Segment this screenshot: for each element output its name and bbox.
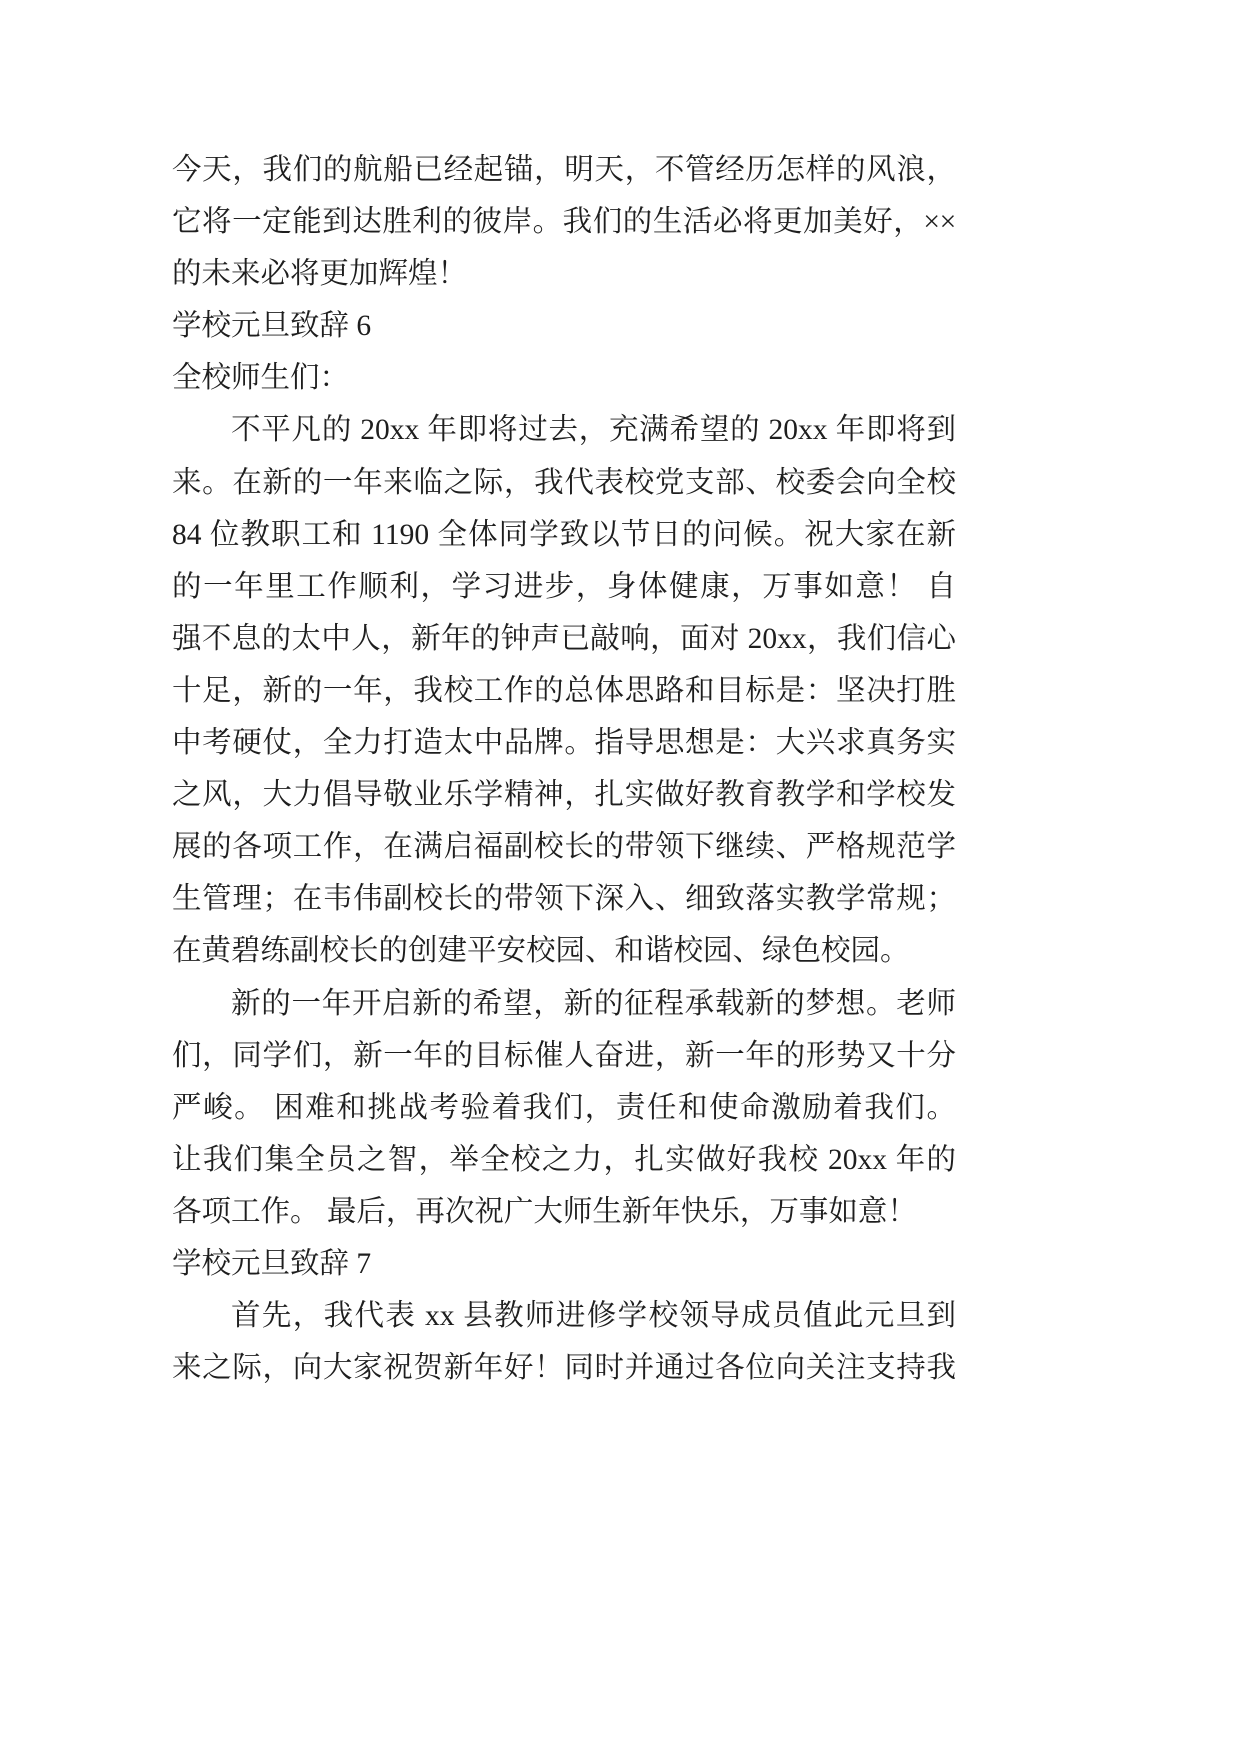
text-line: 它将一定能到达胜利的彼岸。我们的生活必将更加美好，×× <box>172 206 956 239</box>
section-heading: 学校元旦致辞 7 <box>172 1247 372 1280</box>
text-line: 强不息的太中人，新年的钟声已敲响，面对 20xx，我们信心 <box>172 622 956 655</box>
document-text-body <box>172 144 956 1394</box>
text-line: 来之际，向大家祝贺新年好！同时并通过各位向关注支持我 <box>172 1352 956 1385</box>
paragraph <box>172 978 956 1238</box>
text-line: 生管理；在韦伟副校长的带领下深入、细致落实教学常规； <box>172 883 956 916</box>
text-line: 不平凡的 20xx 年即将过去，充满希望的 20xx 年即将到 <box>231 414 956 447</box>
salutation: 全校师生们： <box>172 362 350 395</box>
text-line: 展的各项工作，在满启福副校长的带领下继续、严格规范学 <box>172 831 956 864</box>
text-line: 的未来必将更加辉煌！ <box>172 258 468 291</box>
text-line: 让我们集全员之智，举全校之力，扎实做好我校 20xx 年的 <box>172 1143 956 1176</box>
text-line: 首先，我代表 xx 县教师进修学校领导成员值此元旦到 <box>231 1300 956 1333</box>
paragraph <box>172 1290 956 1394</box>
text-line: 们，同学们，新一年的目标催人奋进，新一年的形势又十分 <box>172 1039 956 1072</box>
text-line: 的一年里工作顺利，学习进步，身体健康，万事如意！ 自 <box>172 570 956 603</box>
text-line: 今天，我们的航船已经起锚，明天，不管经历怎样的风浪， <box>172 154 956 186</box>
text-line: 中考硬仗，全力打造太中品牌。指导思想是：大兴求真务实 <box>172 727 956 760</box>
section-heading: 学校元旦致辞 6 <box>172 310 372 343</box>
text-line: 在黄碧练副校长的创建平安校园、和谐校园、绿色校园。 <box>172 935 910 968</box>
text-line: 之风，大力倡导敬业乐学精神，扎实做好教育教学和学校发 <box>172 779 956 812</box>
text-line: 84 位教职工和 1190 全体同学致以节日的问候。祝大家在新 <box>172 518 956 551</box>
paragraph <box>172 404 956 977</box>
text-line: 严峻。 困难和挑战考验着我们，责任和使命激励着我们。 <box>172 1091 956 1124</box>
text-line: 十足，新的一年，我校工作的总体思路和目标是：坚决打胜 <box>172 674 956 707</box>
text-line: 来。在新的一年来临之际，我代表校党支部、校委会向全校 <box>172 466 956 499</box>
text-line: 新的一年开启新的希望，新的征程承载新的梦想。老师 <box>231 987 956 1020</box>
paragraph-continued <box>172 144 956 300</box>
text-line: 各项工作。 最后，再次祝广大师生新年快乐，万事如意！ <box>172 1195 917 1228</box>
